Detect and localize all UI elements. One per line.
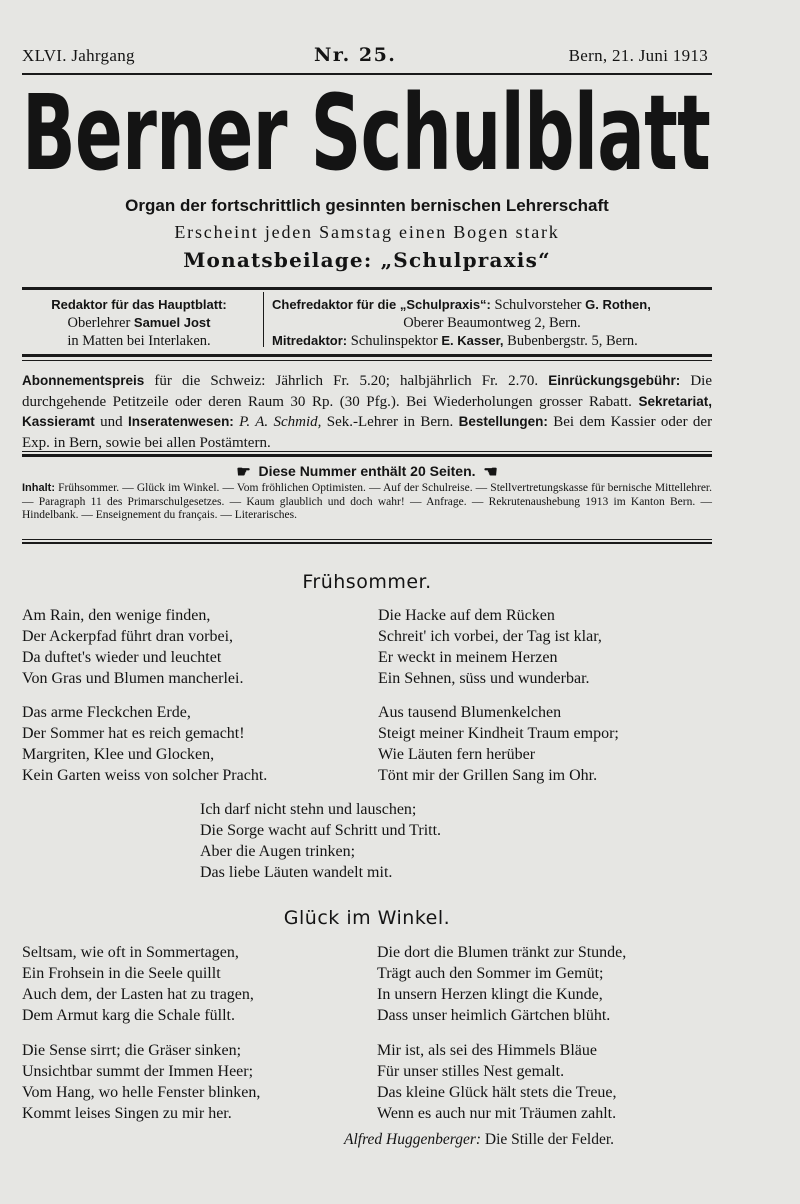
masthead-title: Berner Schulblatt <box>22 80 711 190</box>
poem-line: Ein Sehnen, süss und wunderbar. <box>378 670 590 687</box>
poem-line: Das liebe Läuten wandelt mit. <box>200 864 393 881</box>
ads-label: Inseratenwesen: <box>128 414 234 429</box>
poem-line: Auch dem, der Lasten hat zu tragen, <box>22 986 254 1003</box>
poem-line: Dem Armut karg die Schale füllt. <box>22 1007 235 1024</box>
chief-editor-name: G. Rothen, <box>585 297 651 312</box>
poem2-title: Glück im Winkel. <box>283 907 451 929</box>
poem-line: Kommt leises Singen zu mir her. <box>22 1105 232 1122</box>
poem-line: Vom Hang, wo helle Fenster blinken, <box>22 1084 261 1101</box>
poem1-title: Frühsommer. <box>302 571 432 593</box>
poem-line: Wenn es auch nur mit Träumen zahlt. <box>377 1105 617 1122</box>
poem1-stanza4 <box>378 702 619 786</box>
volume-label: XLVI. Jahrgang <box>22 46 135 65</box>
editors-divider <box>263 292 264 347</box>
main-editor-name: Samuel Jost <box>133 315 211 330</box>
poem-line: Der Ackerpfad führt dran vorbei, <box>22 628 234 645</box>
poem-line: Ich darf nicht stehn und lauschen; <box>200 801 417 818</box>
orders-text: Bei dem Kassier oder der Exp. in Bern, sowie bei allen Postämtern. <box>22 414 713 451</box>
poem2-byline <box>344 1131 614 1149</box>
editors-bottom-rule-thin <box>22 360 712 361</box>
table-of-contents <box>22 482 712 523</box>
header-rule <box>22 73 712 75</box>
chief-editor-title: Schulvorsteher <box>494 297 582 313</box>
ads-contact-name: P. A. Schmid, <box>239 414 322 430</box>
poem-line: Die Sorge wacht auf Schritt und Tritt. <box>200 822 442 839</box>
poem-line: Von Gras und Blumen mancherlei. <box>22 670 244 687</box>
poem2-stanza4 <box>377 1040 617 1124</box>
pointing-hand-right-icon: ☛ <box>236 464 251 481</box>
poem-line: Ein Frohsein in die Seele quillt <box>22 965 221 982</box>
notice-top-rule-thin <box>22 451 712 452</box>
main-editor-address: in Matten bei Interlaken. <box>67 333 211 349</box>
poem1-stanza1 <box>22 605 243 689</box>
poem-line: Kein Garten weiss von solcher Pracht. <box>22 767 268 784</box>
co-editor-name: E. Kasser, <box>441 333 504 348</box>
poem2-stanza3 <box>22 1040 260 1124</box>
contents-bottom-rule-thin <box>22 539 712 540</box>
chief-editor-address: Oberer Beaumontweg 2, Bern. <box>403 315 581 331</box>
main-editor-block <box>22 296 256 350</box>
ad-fee-text: Die durchgehende Petitzeile oder deren Raum 30 Rp. (30 Pfg.). Bei Wiederholungen grosser Rabatt. <box>22 373 713 410</box>
subscription-info <box>22 371 712 453</box>
co-editor-address: Bubenbergstr. 5, Bern. <box>507 333 638 349</box>
poem-line: Tönt mir der Grillen Sang im Ohr. <box>378 767 598 784</box>
poem-line: Die Sense sirrt; die Gräser sinken; <box>22 1042 242 1059</box>
ads-contact-role: Sek.-Lehrer in Bern. <box>326 414 454 430</box>
place-date: Bern, 21. Juni 1913 <box>568 46 708 65</box>
supplement-title: Monatsbeilage: „Schulpraxis“ <box>183 248 551 272</box>
co-editor-title: Schulinspektor <box>350 333 438 349</box>
poem-line: Trägt auch den Sommer im Gemüt; <box>377 965 604 982</box>
poem-line: Am Rain, den wenige finden, <box>22 607 211 624</box>
co-editor-label: Mitredaktor: <box>272 333 348 348</box>
poem-line: Margriten, Klee und Glocken, <box>22 746 215 763</box>
poem2-stanza2 <box>377 942 626 1026</box>
poem-line: Mir ist, als sei des Himmels Bläue <box>377 1042 597 1059</box>
poem-line: Dass unser heimlich Gärtchen blüht. <box>377 1007 611 1024</box>
subscription-price-label: Abonnementspreis <box>22 373 145 388</box>
poem1-stanza5 <box>200 799 441 883</box>
poem-line: Für unser stilles Nest gemalt. <box>377 1063 565 1080</box>
contents-label: Inhalt: <box>22 482 55 494</box>
issue-number: Nr. 25. <box>314 44 397 66</box>
poem-line: Er weckt in meinem Herzen <box>378 649 558 666</box>
poem-line: Der Sommer hat es reich gemacht! <box>22 725 245 742</box>
pointing-hand-left-icon: ☚ <box>483 464 498 481</box>
editors-top-rule <box>22 287 712 290</box>
poem-line: Aber die Augen trinken; <box>200 843 356 860</box>
secretariat-label: Sekretariat, Kassieramt <box>22 393 713 429</box>
poem2-source: Die Stille der Felder. <box>484 1131 615 1148</box>
poem-line: Das arme Fleckchen Erde, <box>22 704 191 721</box>
masthead-subtitle: Organ der fortschrittlich gesinnten bernischen Lehrerschaft <box>125 196 609 215</box>
poem-line: Schreit' ich vorbei, der Tag ist klar, <box>378 628 602 645</box>
poem-line: Unsichtbar summt der Immen Heer; <box>22 1063 254 1080</box>
poem-line: Das kleine Glück hält stets die Treue, <box>377 1084 617 1101</box>
page-count-notice <box>0 462 734 482</box>
poem2-author: Alfred Huggenberger: <box>344 1131 482 1148</box>
page-count-text: Diese Nummer enthält 20 Seiten. <box>258 463 476 479</box>
poem-line: Aus tausend Blumenkelchen <box>378 704 562 721</box>
ad-fee-label: Einrückungsgebühr: <box>548 373 681 388</box>
contents-text: Frühsommer. — Glück im Winkel. — Vom fröhlichen Optimisten. — Auf der Schulreise. — Stellvertretungskasse für bernische Mittellehrer. — Paragraph 11 des Primarschulgesetzes. — Kaum glaublich und doch wahr! — Anfrage. — Rekrutenaushebung 1913 im Kanton Bern. — Hindelbank. — Enseignement du français. — Literarisches. <box>22 482 713 521</box>
poem-line: Wie Läuten fern herüber <box>378 746 536 763</box>
orders-label: Bestellungen: <box>458 414 548 429</box>
poem1-stanza3 <box>22 702 267 786</box>
poem2-stanza1 <box>22 942 254 1026</box>
subscription-price-text: für die Schweiz: Jährlich Fr. 5.20; halbjährlich Fr. 2.70. <box>154 373 539 389</box>
poem-line: Die Hacke auf dem Rücken <box>378 607 555 624</box>
poem1-stanza2 <box>378 605 602 689</box>
chief-editor-label: Chefredaktor für die „Schulpraxis“: <box>272 297 491 312</box>
notice-top-rule <box>22 454 712 457</box>
secretariat-and: und <box>100 414 123 430</box>
main-editor-title: Oberlehrer <box>67 315 131 331</box>
contents-bottom-rule <box>22 542 712 544</box>
editors-bottom-rule <box>22 354 712 357</box>
poem-line: Seltsam, wie oft in Sommertagen, <box>22 944 239 961</box>
masthead <box>22 80 712 190</box>
poem-line: Da duftet's wieder und leuchtet <box>22 649 222 666</box>
publication-frequency: Erscheint jeden Samstag einen Bogen stark <box>174 222 560 242</box>
main-editor-label: Redaktor für das Hauptblatt: <box>51 297 227 312</box>
chief-editor-block <box>272 296 712 350</box>
poem-line: Steigt meiner Kindheit Traum empor; <box>378 725 619 742</box>
poem-line: In unsern Herzen klingt die Kunde, <box>377 986 603 1003</box>
poem-line: Die dort die Blumen tränkt zur Stunde, <box>377 944 627 961</box>
